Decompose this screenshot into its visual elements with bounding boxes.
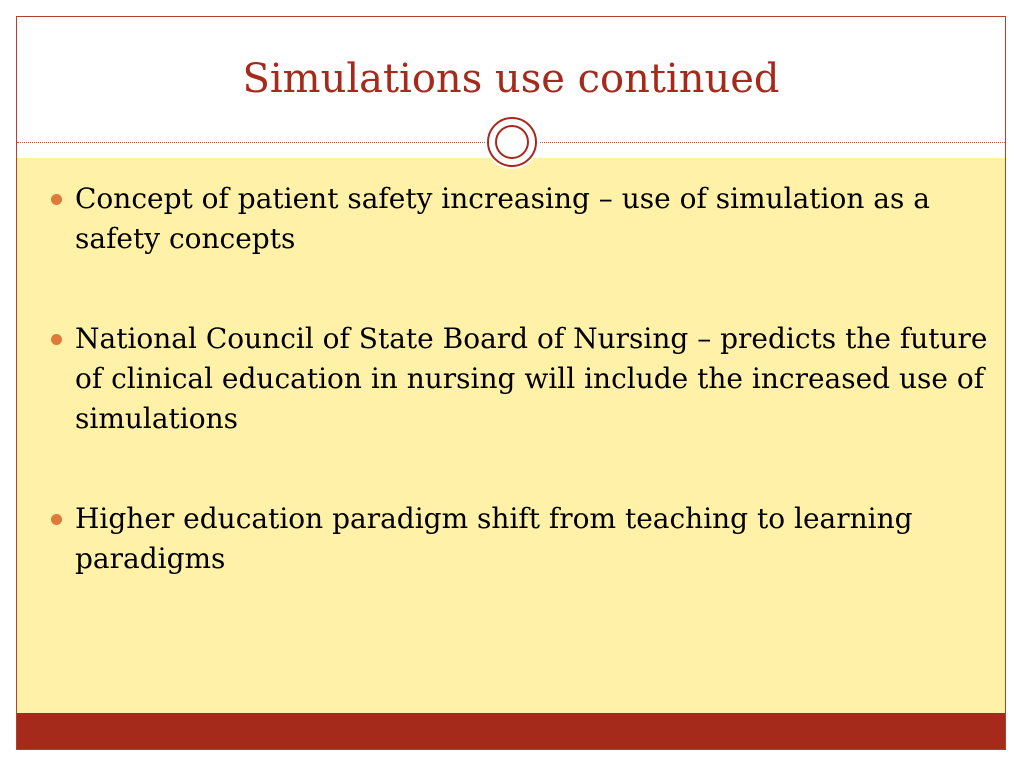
bullet-text: National Council of State Board of Nursing – predicts the future of clinical education in nursing will include the increased use of simulations: [75, 322, 988, 435]
inner-ring: [495, 125, 529, 159]
bullet-item: [51, 499, 991, 579]
bullet-dot-icon: [51, 194, 62, 205]
bullet-list: [51, 179, 991, 639]
bullet-item: [51, 319, 991, 439]
double-circle-icon: [485, 115, 539, 169]
bullet-item: [51, 179, 991, 259]
slide-title: Simulations use continued: [242, 56, 780, 102]
slide: [16, 16, 1006, 750]
bullet-dot-icon: [51, 514, 62, 525]
bullet-text: Concept of patient safety increasing – use of simulation as a safety concepts: [75, 182, 930, 255]
bullet-dot-icon: [51, 334, 62, 345]
outer-ring: [487, 117, 537, 167]
bullet-text: Higher education paradigm shift from teaching to learning paradigms: [75, 502, 913, 575]
footer-bar: [17, 713, 1005, 749]
